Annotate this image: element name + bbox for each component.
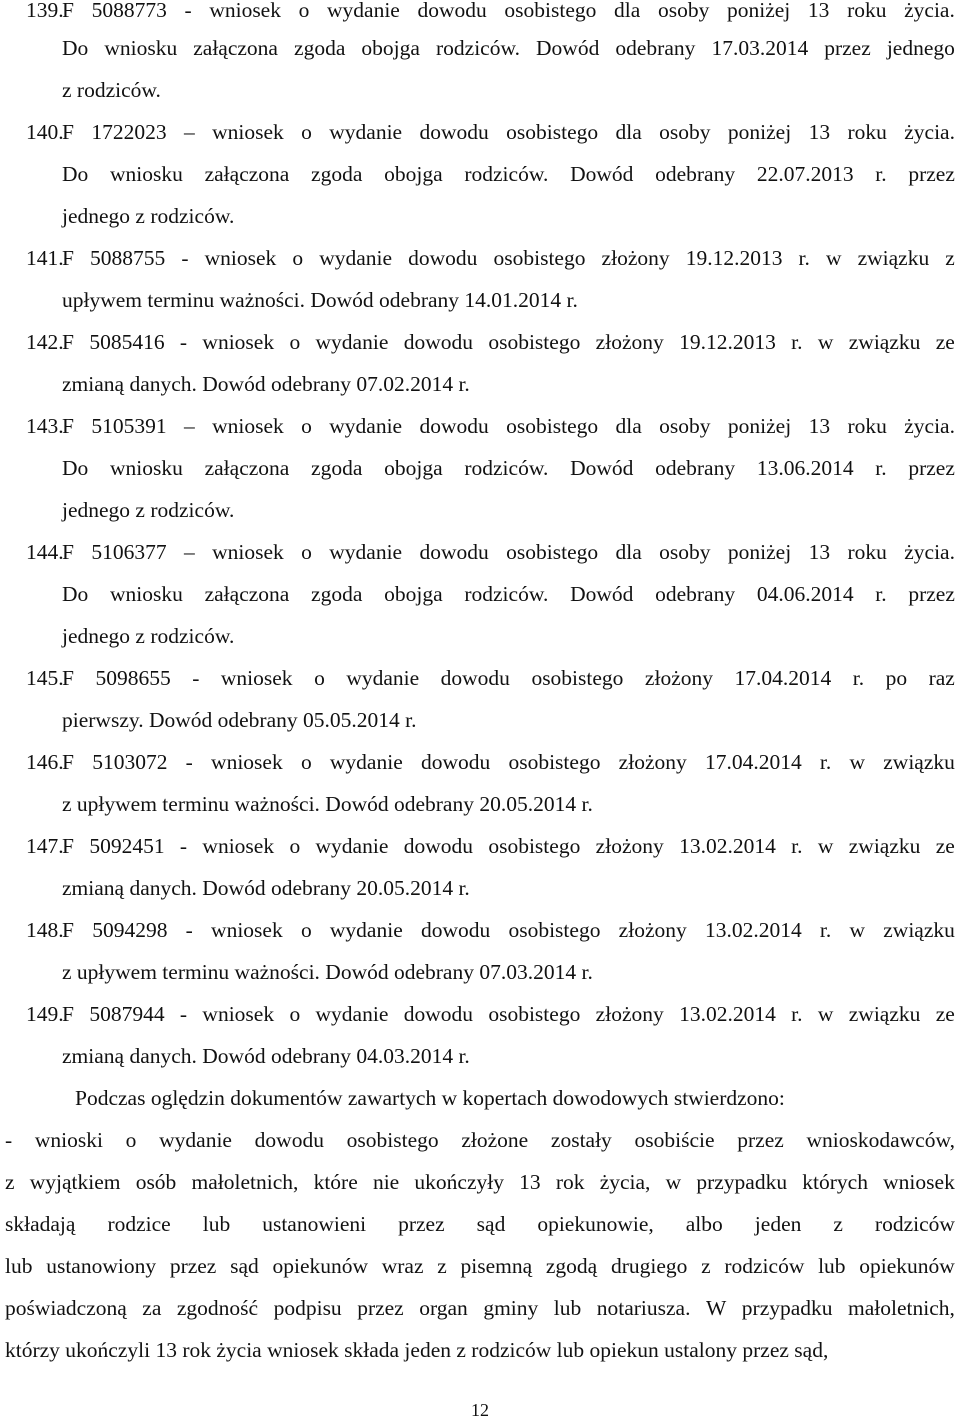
list-item-number: 141. xyxy=(26,246,64,270)
paragraph-line: lub ustanowiony przez sąd opiekunów wraz z pisemną zgodą drugiego z rodziców lub opiekunów xyxy=(5,1254,955,1278)
list-item-line: jednego z rodziców. xyxy=(62,204,235,228)
paragraph-line: poświadczoną za zgodność podpisu przez organ gminy lub notariusza. W przypadku małoletnich, xyxy=(5,1296,955,1320)
list-item-line: Do wniosku załączona zgoda obojga rodziców. Dowód odebrany 17.03.2014 przez jednego xyxy=(62,36,955,60)
list-item-number: 145. xyxy=(26,666,64,690)
list-item-line: F 5106377 – wniosek o wydanie dowodu osobistego dla osoby poniżej 13 roku życia. xyxy=(62,540,955,564)
paragraph-line: - wnioski o wydanie dowodu osobistego złożone zostały osobiście przez wnioskodawców, xyxy=(5,1128,955,1152)
paragraph-line: którzy ukończyli 13 rok życia wniosek składa jeden z rodziców lub opiekun ustalony przez sąd, xyxy=(5,1338,829,1362)
list-item-line: z upływem terminu ważności. Dowód odebrany 20.05.2014 r. xyxy=(62,792,593,816)
list-item-line: upływem terminu ważności. Dowód odebrany 14.01.2014 r. xyxy=(62,288,578,312)
list-item-number: 143. xyxy=(26,414,64,438)
list-item-line: jednego z rodziców. xyxy=(62,498,235,522)
list-item-line: Do wniosku załączona zgoda obojga rodziców. Dowód odebrany 13.06.2014 r. przez xyxy=(62,456,955,480)
list-item-line: F 5098655 - wniosek o wydanie dowodu osobistego złożony 17.04.2014 r. po raz xyxy=(62,666,955,690)
paragraph-line: z wyjątkiem osób małoletnich, które nie ukończyły 13 rok życia, w przypadku których wniosek xyxy=(5,1170,955,1194)
list-item-number: 140. xyxy=(26,120,64,144)
list-item-line: F 5085416 - wniosek o wydanie dowodu osobistego złożony 19.12.2013 r. w związku ze xyxy=(62,330,955,354)
list-item-line: F 1722023 – wniosek o wydanie dowodu osobistego dla osoby poniżej 13 roku życia. xyxy=(62,120,955,144)
list-item-number: 147. xyxy=(26,834,64,858)
list-item-number: 148. xyxy=(26,918,64,942)
list-item-number: 149. xyxy=(26,1002,64,1026)
list-item-line: zmianą danych. Dowód odebrany 20.05.2014 r. xyxy=(62,876,470,900)
list-item-number: 146. xyxy=(26,750,64,774)
list-item-line: zmianą danych. Dowód odebrany 07.02.2014 r. xyxy=(62,372,470,396)
list-item-line: F 5092451 - wniosek o wydanie dowodu osobistego złożony 13.02.2014 r. w związku ze xyxy=(62,834,955,858)
list-item-line: z rodziców. xyxy=(62,78,161,102)
list-item-number: 142. xyxy=(26,330,64,354)
list-item-line: Do wniosku załączona zgoda obojga rodziców. Dowód odebrany 22.07.2013 r. przez xyxy=(62,162,955,186)
page-number: 12 xyxy=(471,1400,489,1420)
list-item-line: jednego z rodziców. xyxy=(62,624,235,648)
list-item-number: 144. xyxy=(26,540,64,564)
list-item-line: z upływem terminu ważności. Dowód odebrany 07.03.2014 r. xyxy=(62,960,593,984)
list-item-line: F 5087944 - wniosek o wydanie dowodu osobistego złożony 13.02.2014 r. w związku ze xyxy=(62,1002,955,1026)
paragraph-line: składają rodzice lub ustanowieni przez sąd opiekunowie, albo jeden z rodziców xyxy=(5,1212,955,1236)
list-item-line: F 5103072 - wniosek o wydanie dowodu osobistego złożony 17.04.2014 r. w związku xyxy=(62,750,955,774)
paragraph-lead: Podczas oględzin dokumentów zawartych w kopertach dowodowych stwierdzono: xyxy=(75,1086,785,1110)
list-item-line: zmianą danych. Dowód odebrany 04.03.2014 r. xyxy=(62,1044,470,1068)
list-item-line: F 5105391 – wniosek o wydanie dowodu osobistego dla osoby poniżej 13 roku życia. xyxy=(62,414,955,438)
list-item-number: 139. xyxy=(26,0,64,22)
list-item-line: Do wniosku załączona zgoda obojga rodziców. Dowód odebrany 04.06.2014 r. przez xyxy=(62,582,955,606)
list-item-line: F 5088755 - wniosek o wydanie dowodu osobistego złożony 19.12.2013 r. w związku z xyxy=(62,246,955,270)
list-item-line: F 5094298 - wniosek o wydanie dowodu osobistego złożony 13.02.2014 r. w związku xyxy=(62,918,955,942)
list-item-line: pierwszy. Dowód odebrany 05.05.2014 r. xyxy=(62,708,417,732)
list-item-line: F 5088773 - wniosek o wydanie dowodu osobistego dla osoby poniżej 13 roku życia. xyxy=(62,0,955,22)
